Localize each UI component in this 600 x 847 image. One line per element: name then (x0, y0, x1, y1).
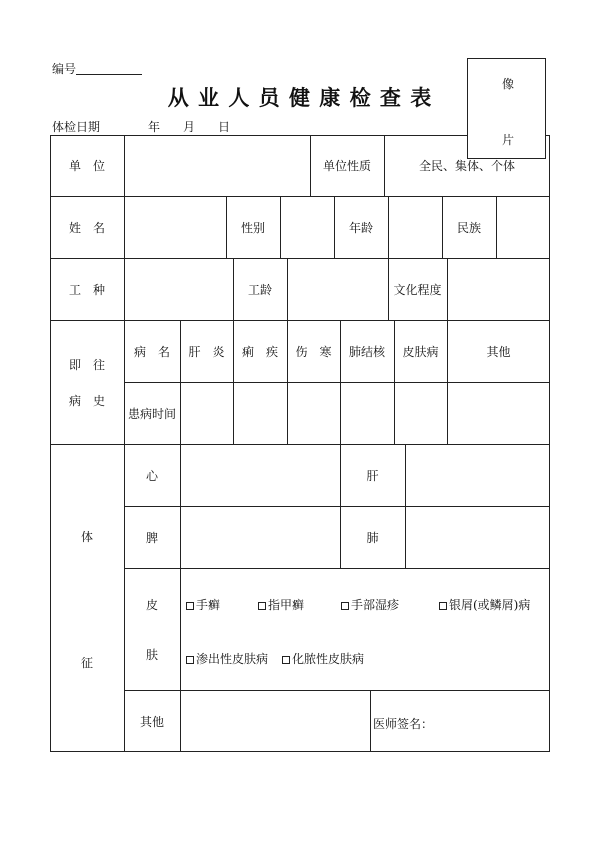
disease-dysentery: 痢 疾 (241, 344, 278, 359)
spleen-input[interactable] (184, 512, 340, 564)
ethnicity-input[interactable] (500, 202, 550, 254)
liver-label: 肝 (366, 468, 379, 483)
checkbox-icon[interactable] (341, 602, 349, 610)
illness-time-dysentery[interactable] (236, 386, 288, 442)
date-month-label: 月 (183, 120, 196, 134)
col-divider (287, 258, 288, 320)
name-label: 姓 名 (68, 220, 105, 235)
skin-option-label: 化脓性皮肤病 (292, 652, 365, 666)
other-input[interactable] (184, 696, 370, 748)
age-label: 年龄 (348, 220, 373, 235)
unit-input[interactable] (128, 140, 310, 194)
disease-hepatitis: 肝 炎 (188, 344, 225, 359)
name-input[interactable] (128, 202, 226, 254)
lung-input[interactable] (409, 512, 550, 564)
lung-label: 肺 (366, 530, 379, 545)
checkbox-icon[interactable] (282, 656, 290, 664)
age-input[interactable] (392, 202, 442, 254)
skin-option-exudative[interactable] (186, 650, 268, 667)
illness-time-tuberculosis[interactable] (343, 386, 395, 442)
unit-nature-options[interactable]: 全民、集体、个体 (418, 159, 515, 173)
skin-option-psoriasis[interactable] (439, 596, 530, 613)
skin-option-label: 手部湿疹 (351, 598, 400, 612)
row-divider (124, 690, 550, 691)
unit-nature-label: 单位性质 (322, 159, 371, 173)
row-divider (124, 382, 550, 383)
disease-name-label: 病 名 (133, 344, 170, 359)
photo-label-line2: 片 (502, 133, 515, 147)
gender-label: 性别 (240, 220, 265, 235)
disease-typhoid: 伤 寒 (295, 344, 332, 359)
exam-label-bottom: 征 (80, 655, 93, 670)
skin-option-label: 渗出性皮肤病 (196, 652, 269, 666)
seniority-input[interactable] (291, 264, 388, 316)
photo-box[interactable] (467, 58, 546, 159)
unit-label: 单 位 (68, 159, 105, 173)
illness-time-other[interactable] (450, 386, 550, 442)
skin-label-line2: 肤 (145, 647, 158, 662)
exam-label-top: 体 (80, 529, 93, 544)
skin-option-hand-eczema[interactable] (341, 596, 399, 613)
illness-time-skin[interactable] (397, 386, 448, 442)
checkbox-icon[interactable] (186, 656, 194, 664)
illness-time-label: 患病时间 (127, 406, 176, 421)
date-year-label: 年 (148, 120, 161, 134)
skin-option-label: 手癣 (196, 598, 221, 612)
col-divider (496, 196, 497, 258)
gender-input[interactable] (284, 202, 334, 254)
row-divider (124, 506, 550, 507)
col-divider (180, 568, 181, 752)
number-label: 编号 (52, 62, 77, 76)
history-label-line1: 即 往 (68, 357, 105, 372)
heart-input[interactable] (184, 450, 340, 502)
number-input[interactable] (78, 59, 144, 75)
history-label-line2: 病 史 (68, 393, 105, 408)
col-divider (370, 690, 371, 752)
skin-option-purulent[interactable] (282, 650, 364, 667)
page-title: 从 业 人 员 健 康 检 查 表 (167, 85, 433, 110)
checkbox-icon[interactable] (186, 602, 194, 610)
skin-option-tinea-manus[interactable] (186, 596, 220, 613)
checkbox-icon[interactable] (258, 602, 266, 610)
col-divider (388, 196, 389, 258)
exam-date-label: 体检日期 (52, 120, 101, 134)
col-divider (405, 444, 406, 568)
skin-option-label: 指甲癣 (268, 598, 305, 612)
education-input[interactable] (451, 264, 550, 316)
illness-time-hepatitis[interactable] (183, 386, 234, 442)
job-type-label: 工 种 (68, 282, 105, 297)
job-type-input[interactable] (128, 264, 233, 316)
col-divider (447, 258, 448, 320)
illness-time-typhoid[interactable] (290, 386, 341, 442)
col-divider (280, 196, 281, 258)
other-label: 其他 (139, 714, 164, 729)
photo-label-line1: 像 (502, 77, 515, 91)
doctor-signature-input[interactable] (436, 708, 550, 736)
heart-label: 心 (145, 468, 158, 483)
disease-other: 其他 (486, 344, 511, 359)
education-label: 文化程度 (393, 282, 442, 297)
ethnicity-label: 民族 (456, 220, 481, 235)
liver-input[interactable] (409, 450, 550, 502)
date-day-label: 日 (218, 120, 231, 134)
col-divider (180, 444, 181, 568)
seniority-label: 工龄 (247, 282, 272, 297)
row-divider (50, 258, 550, 259)
disease-tuberculosis: 肺结核 (348, 344, 385, 359)
skin-option-label: 银屑(或鳞屑)病 (449, 598, 531, 612)
disease-skin: 皮肤病 (402, 344, 439, 359)
skin-label-line1: 皮 (145, 597, 158, 612)
skin-option-onychomycosis[interactable] (258, 596, 304, 613)
doctor-signature-label: 医师签名： (373, 717, 434, 731)
spleen-label: 脾 (145, 530, 158, 545)
row-divider (124, 568, 550, 569)
checkbox-icon[interactable] (439, 602, 447, 610)
